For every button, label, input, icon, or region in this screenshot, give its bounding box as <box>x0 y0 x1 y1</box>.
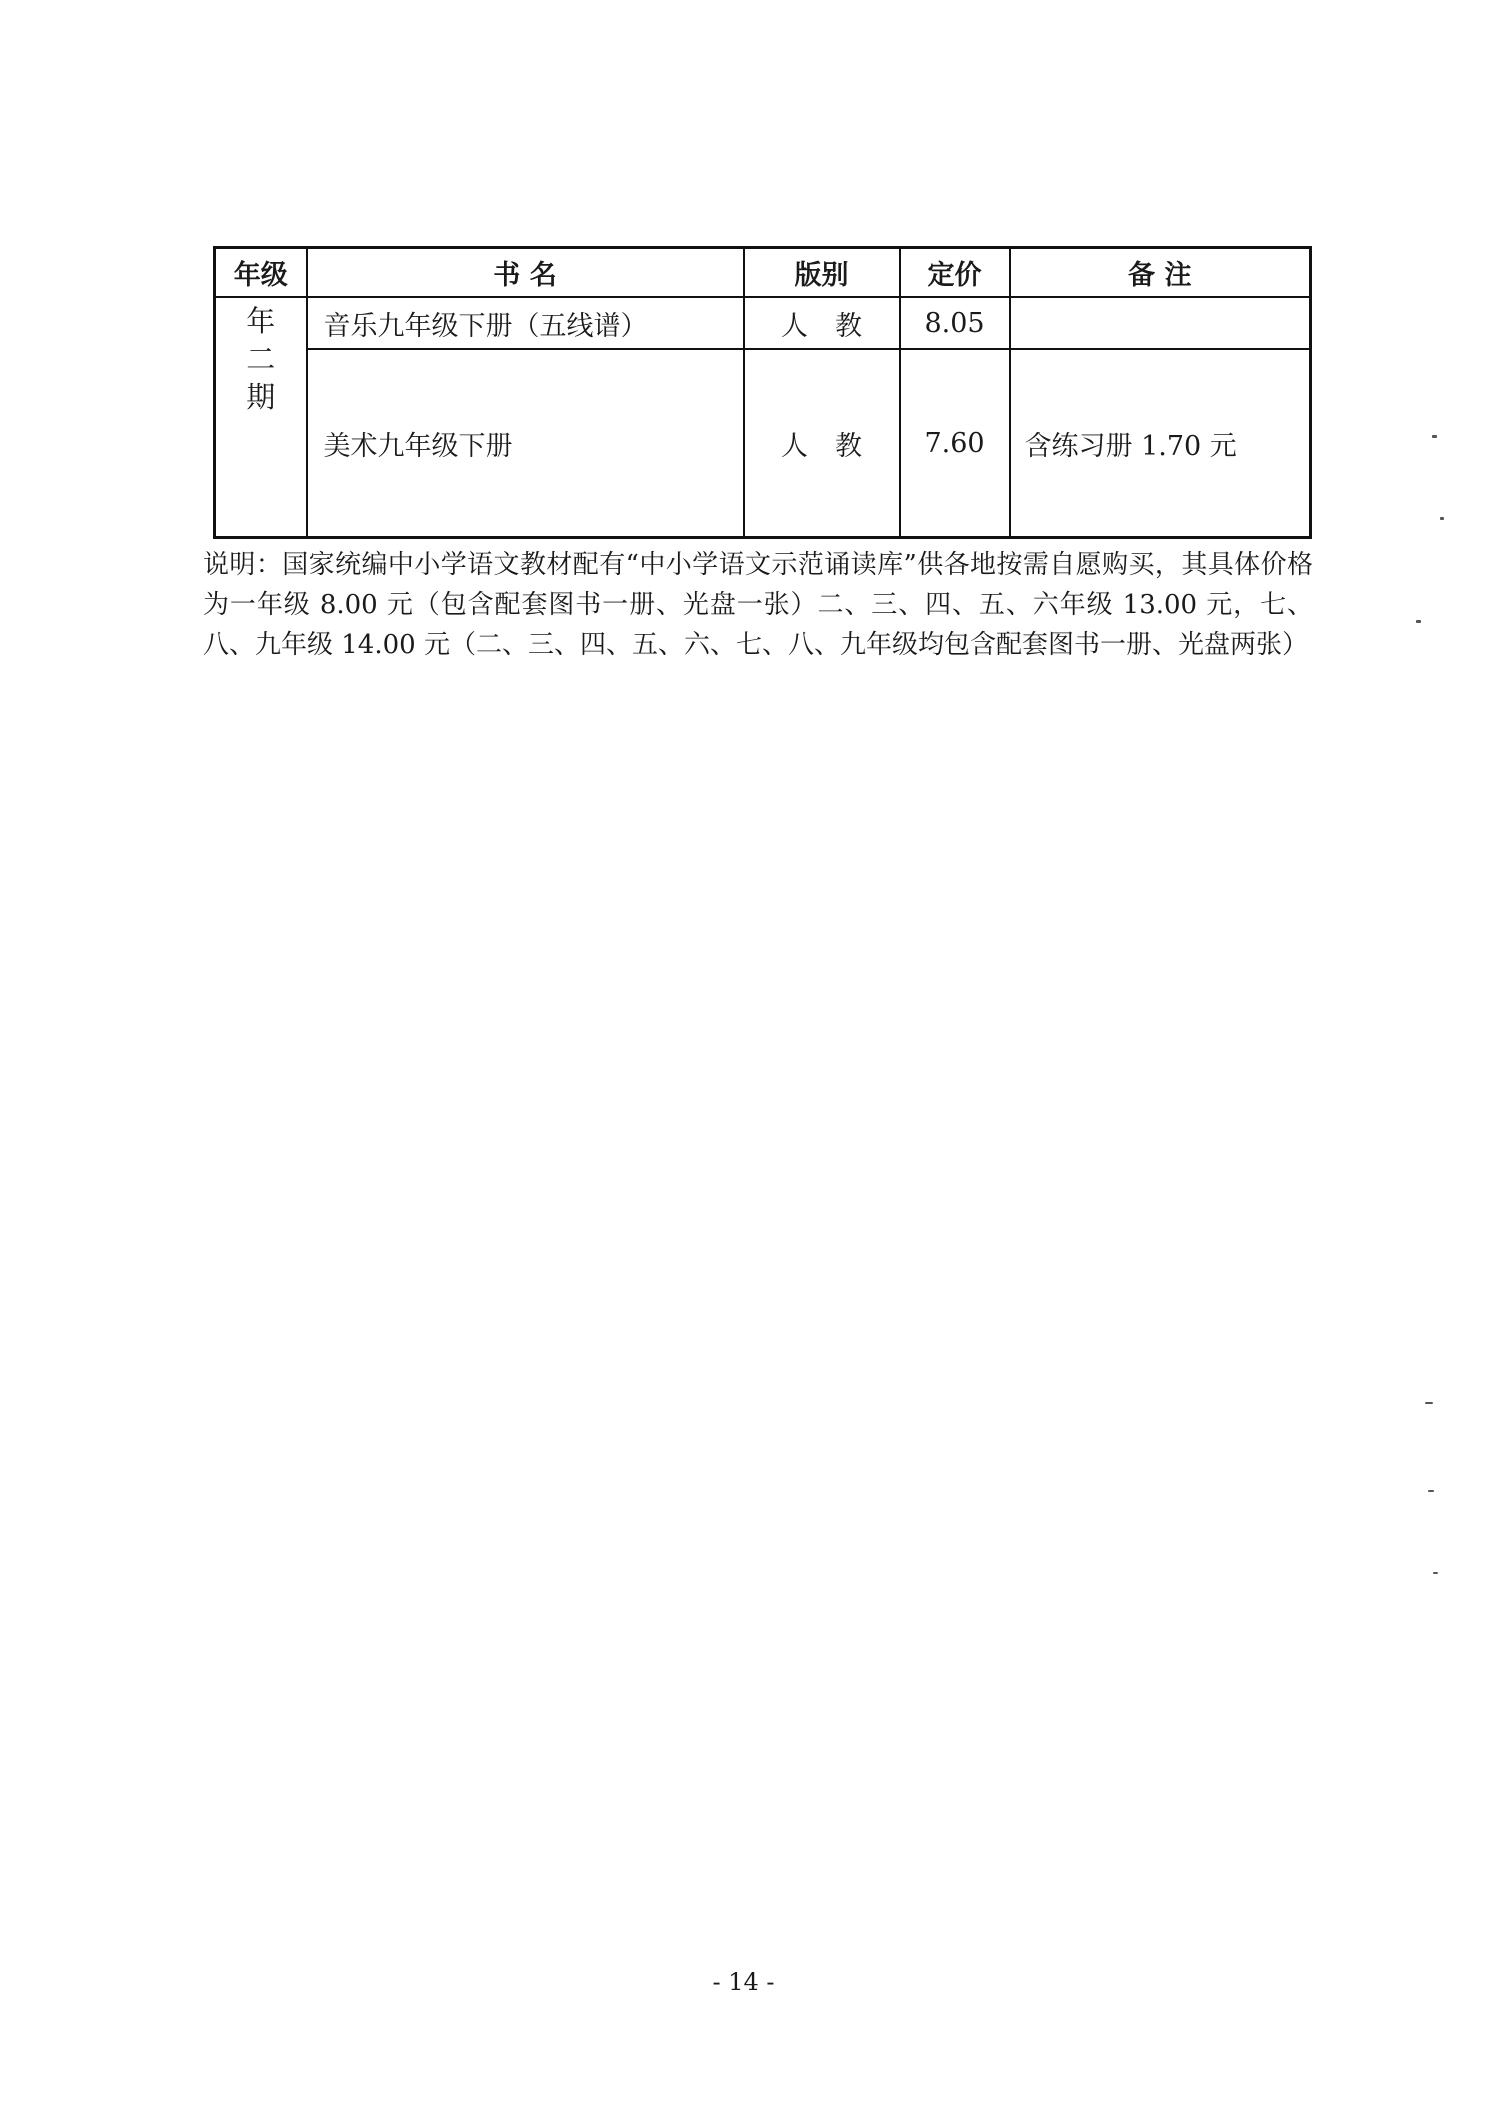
explanation-note: 说明：国家统编中小学语文教材配有“中小学语文示范诵读库”供各地按需自愿购买，其具体价格为一年级 8.00 元（包含配套图书一册、光盘一张）二、三、四、五、六年级 13.00 元，七、八、九年级 14.00 元（二、三、四、五、六、七、八、九年级均包含配套图书一册、光盘两张） <box>203 550 1313 660</box>
remark-cell: 含练习册 1.70 元 <box>1010 349 1311 538</box>
scan-speck <box>1440 517 1444 520</box>
scan-speck <box>1428 1490 1434 1492</box>
table-row <box>215 297 1311 349</box>
scan-speck <box>1432 435 1437 438</box>
edition-cell: 人 教 <box>744 349 900 538</box>
scan-speck <box>1425 1402 1433 1404</box>
price-cell: 7.60 <box>900 349 1010 538</box>
remark-cell <box>1010 297 1311 349</box>
header-edition: 版别 <box>744 248 900 298</box>
grade-label: 年二期 <box>246 304 276 414</box>
header-grade: 年级 <box>215 248 307 298</box>
grade-cell <box>215 297 307 538</box>
book-title-cell: 美术九年级下册 <box>307 349 744 538</box>
header-remark: 备 注 <box>1010 248 1311 298</box>
table-row <box>215 349 1311 538</box>
table-header-row <box>215 248 1311 298</box>
header-title: 书 名 <box>307 248 744 298</box>
page-number: - 14 - <box>712 1968 775 1996</box>
header-price: 定价 <box>900 248 1010 298</box>
edition-cell: 人 教 <box>744 297 900 349</box>
scan-speck <box>1433 1572 1438 1574</box>
price-cell: 8.05 <box>900 297 1010 349</box>
book-title-cell: 音乐九年级下册（五线谱） <box>307 297 744 349</box>
scan-speck <box>1416 620 1421 623</box>
textbook-price-table <box>213 246 1312 539</box>
